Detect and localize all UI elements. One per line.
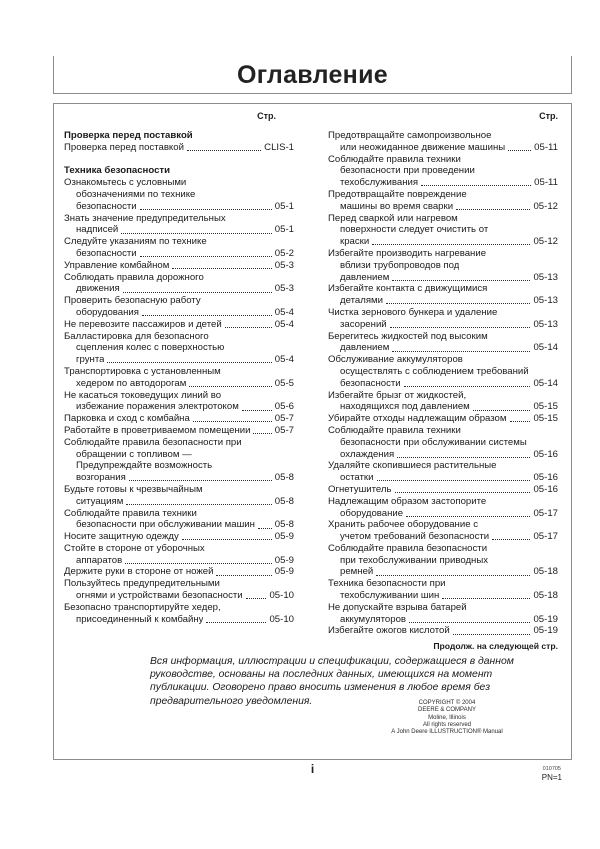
dot-leader [216,575,271,576]
toc-entry-text: Транспортировка с установленным [64,365,221,377]
dot-leader [406,516,530,517]
toc-page-number: 05-6 [274,401,294,413]
toc-entry-text: безопасности при обслуживании системы [340,436,527,448]
toc-page-number: 05-8 [274,472,294,484]
toc-entry-text: безопасности при проведении [340,165,475,177]
toc-entry-text: аппаратов [76,554,123,566]
toc-entry-text: Избегайте брызг от жидкостей, [328,389,467,401]
toc-page-number: 05-8 [274,519,294,531]
toc-entry-text: сцепления колес с поверхностью [76,342,225,354]
toc-entry-text: избежание поражения электротоком [76,401,239,413]
toc-column-left [64,111,294,651]
toc-entry-text: Соблюдать правила дорожного [64,271,204,283]
toc-entry-text: присоединенный к комбайну [76,613,204,625]
toc-entry-line [64,295,294,307]
toc-entry-text: Работайте в проветриваемом помещении [64,424,251,436]
toc-page-number: 05-12 [533,200,558,212]
copyright-line: COPYRIGHT © 2004 [418,700,476,706]
toc-page-number: 05-13 [533,318,558,330]
dot-leader [189,386,271,387]
toc-entry-text: Берегитесь жидкостей под высоким [328,330,488,342]
toc-entry-text: оборудование [340,507,404,519]
toc-entry-text: Предотвращайте повреждение [328,188,467,200]
dot-leader [253,433,271,434]
toc-entry-line [328,413,558,425]
dot-leader [453,634,531,635]
dot-leader [392,280,530,281]
toc-entry-text: поверхности следует очистить от [340,224,489,236]
column-page-header-left: Стр. [257,111,276,121]
column-page-header-right: Стр. [539,111,558,121]
toc-entry-text: Пользуйтесь предупредительными [64,578,220,590]
toc-entry-line [64,142,294,154]
copyright-line: A John Deere ILLUSTRUCTION® Manual [391,729,503,736]
dot-leader [125,563,272,564]
toc-entry-line [328,460,558,472]
toc-page-number: 05-1 [274,224,294,236]
toc-entry-text: Соблюдайте правила техники [328,153,461,165]
toc-entry-line [328,319,558,331]
dot-leader [386,303,530,304]
toc-page-number: 05-13 [533,271,558,283]
toc-entry-text: находящихся под давлением [340,401,470,413]
toc-entry-text: хедером по автодорогам [76,377,187,389]
toc-entry-text: Безопасно транспортируйте хедер, [64,601,221,613]
dot-leader [492,539,530,540]
toc-entry-line [328,236,558,248]
toc-entry-text: Удаляйте скопившиеся растительные [328,460,497,472]
disclaimer-line: публикации. Оговорено право вносить изменения в любое время без [150,682,491,694]
toc-entry-line [64,236,294,248]
dot-leader [182,539,272,540]
toc-entry-line [64,555,294,567]
toc-entry-text: грунта [76,354,105,366]
dot-leader [107,362,271,363]
part-number: PN=1 [541,773,562,782]
toc-entry-line [64,189,294,201]
toc-list-right [328,130,558,637]
toc-entry-text: ситуациям [76,495,124,507]
toc-entry-line [64,531,294,543]
toc-entry-line [328,331,558,343]
toc-entry-line [328,378,558,390]
toc-entry-line [64,260,294,272]
toc-entry-line [64,602,294,614]
toc-section-heading: Проверка перед поставкой [64,130,193,141]
toc-entry-line [64,283,294,295]
toc-entry-text: машины во время сварки [340,200,454,212]
page-number: i [310,762,315,776]
toc-entry-text: учетом требований безопасности [340,531,490,543]
toc-entry-line [64,224,294,236]
toc-entry-line [328,543,558,555]
toc-entry-text: краски [340,236,370,248]
toc-page-number: 05-18 [533,566,558,578]
dot-leader [409,622,530,623]
toc-entry-line [64,508,294,520]
toc-entry-text: Перед сваркой или нагревом [328,212,458,224]
dot-leader [187,150,261,151]
toc-entry-text: Соблюдайте правила безопасности [328,542,488,554]
toc-entry-text: или неожиданное движение машины [340,141,506,153]
toc-page-number: 05-9 [274,531,294,543]
toc-entry-line [328,213,558,225]
dot-leader [206,622,266,623]
toc-entry-line [328,425,558,437]
toc-page-number: 05-19 [533,613,558,625]
dot-leader [442,598,530,599]
dot-leader [242,410,272,411]
dot-leader [508,150,531,151]
toc-entry-line [64,366,294,378]
toc-entry-line [64,390,294,402]
toc-page-number: CLIS-1 [264,141,294,153]
dot-leader [456,209,530,210]
toc-entry-line [328,342,558,354]
toc-entry-text: осуществлять с соблюдением требований [340,365,529,377]
toc-entry-line [328,602,558,614]
toc-entry-text: Балластировка для безопасного [64,330,209,342]
toc-entry-line [328,590,558,602]
toc-entry-text: ремней [340,566,374,578]
toc-entry-text: Держите руки в стороне от ножей [64,566,214,578]
toc-entry-line [328,484,558,496]
toc-entry-line [64,378,294,390]
toc-entry-line [328,260,558,272]
toc-entry-text: остатки [340,472,374,484]
toc-entry-line [328,531,558,543]
dot-leader [121,233,272,234]
toc-entry-text: Проверка перед поставкой [64,141,184,153]
page-title: Оглавление [237,61,388,89]
toc-entry-line [328,272,558,284]
toc-entry-text: Соблюдайте правила безопасности при [64,436,242,448]
dot-leader [395,492,531,493]
toc-entry-text: Избегайте ожогов кислотой [328,625,450,637]
toc-entry-line [328,496,558,508]
toc-entry-line [64,614,294,626]
toc-entry-line [328,295,558,307]
toc-entry-line [328,165,558,177]
dot-leader [129,480,272,481]
toc-entry-text: Чистка зернового бункера и удаление [328,306,498,318]
toc-entry-line [64,331,294,343]
toc-entry-text: Убирайте отходы надлежащим образом [328,413,507,425]
toc-entry-line [64,307,294,319]
toc-entry-line [64,401,294,413]
toc-entry-text: обозначениями по технике [76,188,196,200]
toc-page-number: 05-3 [274,283,294,295]
dot-leader [421,185,531,186]
dot-leader [225,327,272,328]
toc-entry-text: охлаждения [340,448,395,460]
toc-entry-text: Хранить рабочее оборудование с [328,519,478,531]
toc-entry-text: деталями [340,295,383,307]
toc-entry-line [328,472,558,484]
toc-entry-line [328,154,558,166]
toc-entry-line [328,519,558,531]
toc-page-number: 05-11 [534,141,558,153]
dot-leader [246,598,267,599]
toc-entry-text: Носите защитную одежду [64,531,179,543]
toc-entry-line [64,484,294,496]
toc-entry-text: Будьте готовы к чрезвычайным [64,483,203,495]
toc-entry-line [64,319,294,331]
dot-leader [377,480,531,481]
toc-page-number: 05-14 [533,377,558,389]
toc-entry-text: Управление комбайном [64,259,170,271]
toc-page-number: 05-8 [274,495,294,507]
toc-page-number: 05-14 [533,342,558,354]
dot-leader [123,292,272,293]
toc-page-number: 05-16 [533,483,558,495]
toc-entry-line [64,413,294,425]
dot-leader [140,256,272,257]
dot-leader [473,410,531,411]
dot-leader [172,268,271,269]
toc-entry-text: Предотвращайте самопроизвольное [328,130,492,141]
toc-entry-line [328,189,558,201]
toc-entry-line [328,248,558,260]
toc-entry-line [328,283,558,295]
toc-entry-text: вблизи трубопроводов под [340,259,460,271]
toc-box [53,103,572,760]
toc-entry-text: движения [76,283,120,295]
continued-note: Продолж. на следующей стр. [433,641,558,652]
toc-entry-text: Не допускайте взрыва батарей [328,601,467,613]
toc-entry-line [64,578,294,590]
dot-leader [510,421,531,422]
toc-entry-text: Соблюдайте правила техники [64,507,197,519]
dot-leader [376,575,530,576]
toc-entry-line [64,566,294,578]
disclaimer-line: руководстве, основаны на последних данных, имеющихся на момент [150,669,493,681]
disclaimer-line: предварительного уведомления. [150,695,313,707]
toc-entry-text: Не касаться токоведущих линий во [64,389,222,401]
toc-entry-line [64,342,294,354]
toc-entry-text: безопасности [340,377,401,389]
toc-entry-line [64,543,294,555]
toc-page-number: 05-17 [533,531,558,543]
toc-entry-text: надписей [76,224,119,236]
toc-entry-line [328,142,558,154]
toc-entry-text: Соблюдайте правила техники [328,424,461,436]
disclaimer-line: Вся информация, иллюстрации и спецификации, содержащиеся в данном [150,656,514,667]
toc-entry-line [328,177,558,189]
copyright-block [362,700,532,736]
toc-entry-text: при техобслуживании приводных [340,554,489,566]
toc-entry-text: Избегайте контакта с движущимися [328,283,488,295]
dot-leader [390,327,531,328]
toc-entry-text: Знать значение предупредительных [64,212,226,224]
toc-page-number: 05-18 [533,590,558,602]
toc-page-number: 05-1 [274,200,294,212]
toc-entry-line [328,401,558,413]
toc-page-number: 05-15 [533,413,558,425]
copyright-line: DEERE & COMPANY [418,707,476,714]
toc-page-number: 05-16 [533,472,558,484]
toc-entry-line [328,508,558,520]
toc-entry-text: безопасности [76,247,137,259]
toc-entry-line [328,366,558,378]
toc-list-left [64,130,294,625]
toc-entry-text: Ознакомьтесь с условными [64,177,187,189]
toc-page-number: 05-9 [274,566,294,578]
toc-page-number: 05-5 [274,377,294,389]
copyright-line: All rights reserved [422,721,472,728]
toc-page-number: 05-11 [534,177,558,189]
toc-entry-line [64,472,294,484]
toc-entry-line [328,307,558,319]
toc-columns [54,104,571,651]
dot-leader [140,209,272,210]
toc-page-number: 05-19 [533,625,558,637]
toc-entry-text: огнями и устройствами безопасности [76,590,243,602]
toc-entry-text: давлением [340,271,390,283]
dot-leader [193,421,272,422]
toc-entry-text: засорений [340,318,387,330]
toc-entry-line [328,625,558,637]
toc-page-number: 05-13 [533,295,558,307]
toc-entry-text: техобслуживания [340,177,419,189]
toc-entry-line [64,248,294,260]
toc-entry-text: аккумуляторов [340,613,406,625]
toc-entry-text: Надлежащим образом застопорите [328,495,487,507]
toc-entry-line [64,201,294,213]
toc-entry-line [328,130,558,142]
toc-entry-text: Техника безопасности при [328,578,446,590]
toc-entry-line [328,390,558,402]
dot-leader [372,244,530,245]
toc-entry-line [64,213,294,225]
print-code: 010705 [542,766,561,772]
toc-entry-line [328,224,558,236]
dot-leader [142,315,272,316]
toc-entry-line [64,354,294,366]
toc-entry-text: Следуйте указаниям по технике [64,236,207,248]
dot-leader [392,351,530,352]
toc-entry-line [64,425,294,437]
toc-entry-line [64,496,294,508]
copyright-line: Moline, Illinois [428,714,466,721]
toc-page-number: 05-4 [274,306,294,318]
toc-page-number: 05-4 [274,354,294,366]
dot-leader [258,528,272,529]
toc-entry-text: Избегайте производить нагревание [328,247,487,259]
toc-entry-line [328,449,558,461]
toc-page-number: 05-7 [274,413,294,425]
toc-entry-text: давлением [340,342,390,354]
toc-page-number: 05-17 [533,507,558,519]
toc-entry-text: безопасности при обслуживании машин [76,519,255,531]
dot-leader [404,386,531,387]
toc-entry-text: Проверить безопасную работу [64,295,201,307]
toc-entry-line [328,354,558,366]
toc-entry-text: обращении с топливом — [76,448,192,460]
toc-entry-text: Обслуживание аккумуляторов [328,354,463,366]
toc-entry-line [64,449,294,461]
toc-entry-line [64,460,294,472]
toc-entry-text: безопасности [76,200,137,212]
toc-entry-line [328,555,558,567]
toc-entry-text: Огнетушитель [328,483,392,495]
toc-entry-line [328,614,558,626]
toc-entry-text: возгорания [76,472,126,484]
toc-entry-line [64,519,294,531]
toc-page-number: 05-10 [269,613,294,625]
toc-entry-line [64,437,294,449]
toc-entry-line [64,590,294,602]
toc-page-number: 05-7 [274,424,294,436]
toc-entry-text: Не перевозите пассажиров и детей [64,318,222,330]
toc-entry-line [64,272,294,284]
title-box [53,56,572,94]
toc-column-right [328,111,558,651]
toc-page-number: 05-12 [533,236,558,248]
toc-page-number: 05-10 [269,590,294,602]
toc-entry-text: Парковка и сход с комбайна [64,413,190,425]
toc-page-number: 05-15 [533,401,558,413]
toc-entry-line [328,201,558,213]
toc-section-heading: Техника безопасности [64,165,170,177]
toc-entry-text: оборудования [76,306,139,318]
toc-page-number: 05-4 [274,318,294,330]
toc-page-number: 05-2 [274,247,294,259]
toc-entry-line [328,566,558,578]
dot-leader [126,504,271,505]
toc-page-number: 05-16 [533,448,558,460]
toc-entry-text: Стойте в стороне от уборочных [64,542,205,554]
toc-entry-text: техобслуживании шин [340,590,440,602]
toc-page-number: 05-3 [274,259,294,271]
toc-entry-line [64,177,294,189]
toc-entry-text: Предупреждайте возможность [76,460,213,472]
toc-entry-line [328,437,558,449]
toc-entry-line [328,578,558,590]
dot-leader [397,457,530,458]
toc-page-number: 05-9 [274,554,294,566]
